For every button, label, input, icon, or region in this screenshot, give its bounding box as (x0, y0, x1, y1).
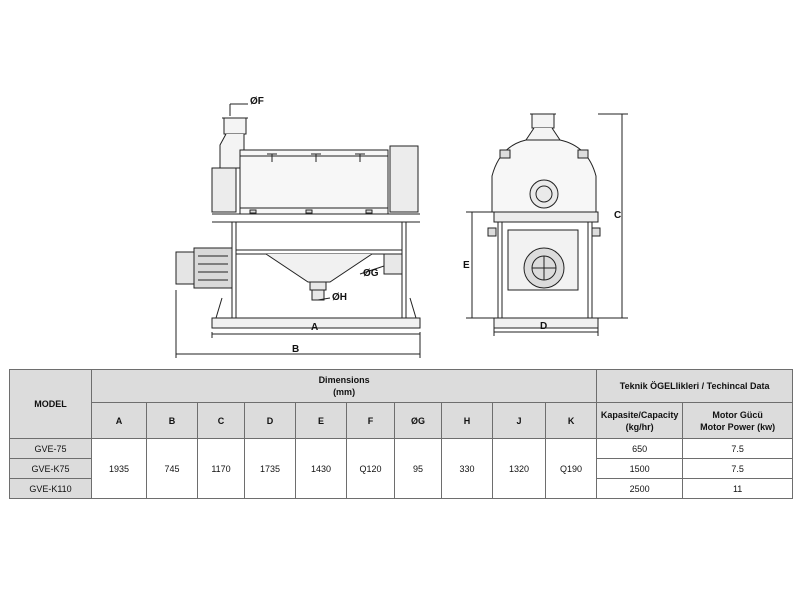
capacity-cell: 650 (597, 439, 683, 459)
dimensions-header: Dimensions (mm) (92, 370, 597, 403)
dim-value-cell: 745 (147, 439, 198, 499)
label-diameter-g: ØG (363, 268, 379, 279)
capacity-cell: 2500 (597, 479, 683, 499)
dim-value-cell: 1735 (245, 439, 296, 499)
dim-value-cell: Q190 (546, 439, 597, 499)
label-dim-c: C (614, 210, 622, 221)
motor-power-cell: 7.5 (683, 459, 793, 479)
spec-table (9, 369, 793, 499)
col-header: B (147, 403, 198, 439)
model-cell: GVE-K110 (10, 479, 92, 499)
label-dim-d: D (540, 321, 548, 332)
label-dim-a: A (311, 322, 319, 333)
col-header: ØG (395, 403, 442, 439)
model-header: MODEL (10, 370, 92, 439)
dim-value-cell: Q120 (347, 439, 395, 499)
dim-value-cell: 1935 (92, 439, 147, 499)
label-diameter-h: ØH (332, 292, 347, 303)
label-diameter-f: ØF (250, 96, 264, 107)
technical-data-header: Teknik ÖGELlikleri / Techincal Data (597, 370, 793, 403)
col-header: J (493, 403, 546, 439)
col-header: H (442, 403, 493, 439)
motor-power-header: Motor Gücü Motor Power (kw) (683, 403, 793, 439)
dim-value-cell: 330 (442, 439, 493, 499)
model-cell: GVE-K75 (10, 459, 92, 479)
col-header: D (245, 403, 296, 439)
col-header: A (92, 403, 147, 439)
col-header: F (347, 403, 395, 439)
col-header: C (198, 403, 245, 439)
label-dim-b: B (292, 344, 300, 355)
capacity-cell: 1500 (597, 459, 683, 479)
front-view (176, 104, 420, 358)
col-header: K (546, 403, 597, 439)
motor-power-cell: 7.5 (683, 439, 793, 459)
dim-value-cell: 1170 (198, 439, 245, 499)
capacity-header: Kapasite/Capacity (kg/hr) (597, 403, 683, 439)
dim-value-cell: 95 (395, 439, 442, 499)
label-dim-e: E (463, 260, 470, 271)
motor-power-cell: 11 (683, 479, 793, 499)
dim-value-cell: 1430 (296, 439, 347, 499)
table-row (10, 439, 793, 459)
col-header: E (296, 403, 347, 439)
side-view (466, 114, 628, 336)
model-cell: GVE-75 (10, 439, 92, 459)
dim-value-cell: 1320 (493, 439, 546, 499)
